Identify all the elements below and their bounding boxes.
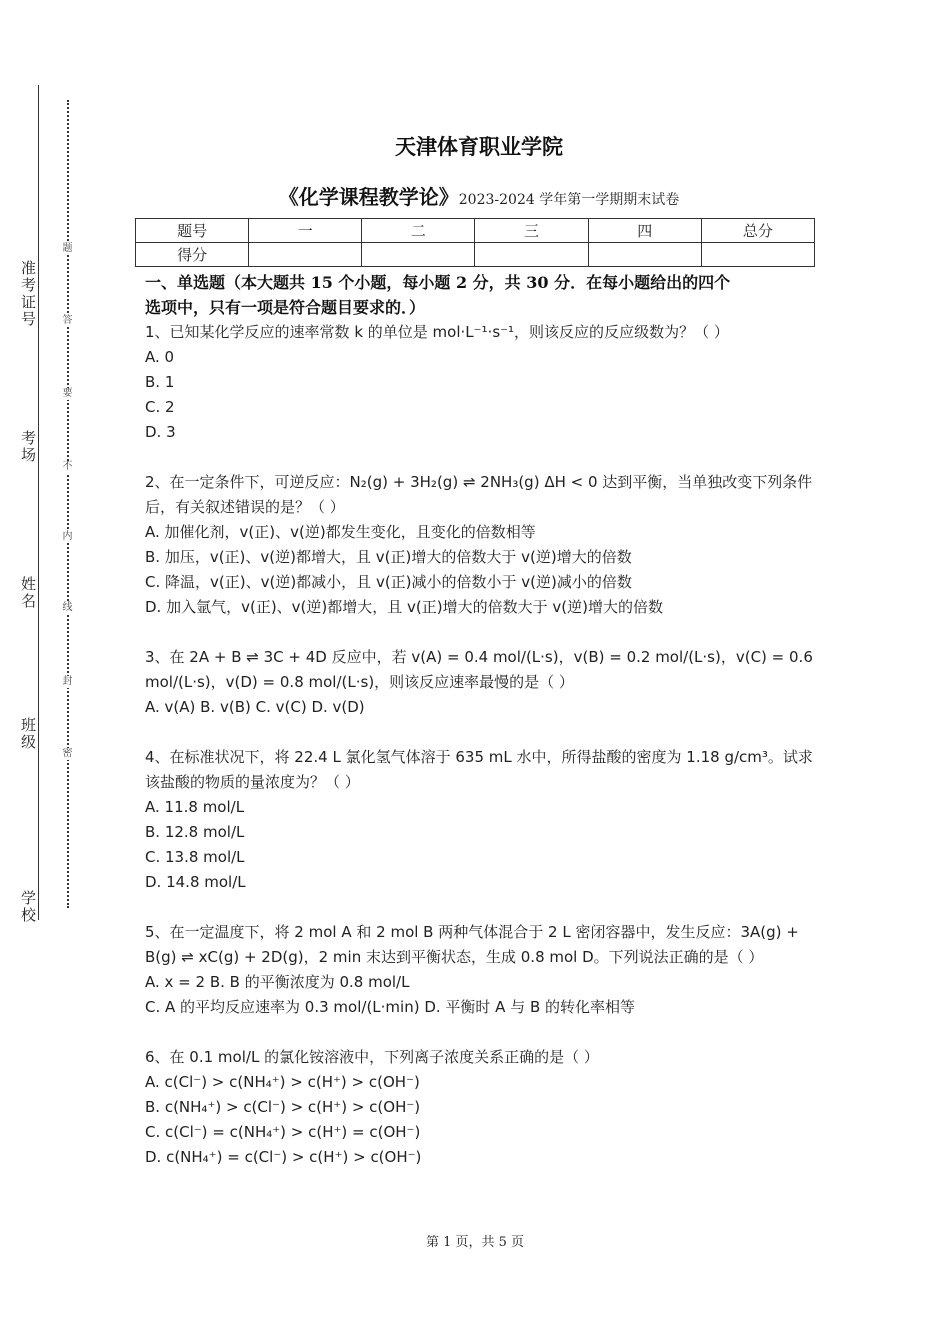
option: C. 降温，v(正)、v(逆)都减小，且 v(正)减小的倍数小于 v(逆)减小的倍数 (145, 573, 632, 591)
option: A. 加催化剂，v(正)、v(逆)都发生变化，且变化的倍数相等 (145, 523, 536, 541)
question-stem: 2、在一定条件下，可逆反应：N₂(g) + 3H₂(g) ⇌ 2NH₃(g) ΔH < 0 达到平衡，当单独改变下列条件后，有关叙述错误的是？（ ） (145, 473, 813, 516)
binding-line (38, 85, 39, 920)
option: D. c(NH₄⁺) = c(Cl⁻) > c(H⁺) > c(OH⁻) (145, 1148, 422, 1166)
option: B. c(NH₄⁺) > c(Cl⁻) > c(H⁺) > c(OH⁻) (145, 1098, 421, 1116)
question (145, 920, 815, 1020)
option: A. c(Cl⁻) > c(NH₄⁺) > c(H⁺) > c(OH⁻) (145, 1073, 420, 1091)
page-footer: 第 1 页，共 5 页 (425, 1235, 525, 1250)
option: B. 加压，v(正)、v(逆)都增大，且 v(正)增大的倍数大于 v(逆)增大的倍数 (145, 548, 632, 566)
question-stem: 5、在一定温度下，将 2 mol A 和 2 mol B 两种气体混合于 2 L 密闭容器中，发生反应：3A(g) + B(g) ⇌ xC(g) + 2D(g)，2 min 末达到平衡状态，生成 0.8 mol D。下列说法正确的是（ ） (145, 923, 799, 966)
score-table (135, 218, 815, 267)
score-header-cell: 一 (249, 219, 362, 243)
term-label: 2023-2024 学年第一学期期末试卷 (458, 192, 680, 208)
option: C. c(Cl⁻) = c(NH₄⁺) > c(H⁺) = c(OH⁻) (145, 1123, 421, 1141)
score-header-row (136, 219, 815, 243)
score-header-cell: 四 (588, 219, 701, 243)
seal-char: 要 (59, 388, 76, 400)
school-label: 学校 (20, 889, 36, 924)
option: C. 13.8 mol/L (145, 848, 245, 866)
question-stem: 3、在 2A + B ⇌ 3C + 4D 反应中，若 v(A) = 0.4 mol/(L·s)，v(B) = 0.2 mol/(L·s)，v(C) = 0.6 mol/(L·s)，v(D) = 0.8 mol/(L·s)，则该反应速率最慢的是（ ） (145, 648, 813, 691)
binding-margin (0, 0, 140, 1344)
school-title: 天津体育职业学院 (395, 135, 563, 159)
score-header-cell: 总分 (701, 219, 814, 243)
score-header-cell: 题号 (136, 219, 249, 243)
exam-number-label: 准考证号 (20, 259, 36, 328)
seal-char: 不 (59, 461, 76, 473)
score-value-row (136, 243, 815, 267)
score-header-cell: 三 (475, 219, 588, 243)
option: C. 2 (145, 398, 175, 416)
option: A. 11.8 mol/L (145, 798, 245, 816)
option: A. 0 (145, 348, 175, 366)
option: B. 1 (145, 373, 175, 391)
class-label: 班级 (20, 716, 36, 751)
score-header-cell: 二 (362, 219, 475, 243)
course-title: 《化学课程教学论》 (278, 185, 459, 209)
name-label: 姓名 (20, 575, 36, 610)
seal-char: 题 (59, 243, 76, 255)
option: D. 14.8 mol/L (145, 873, 246, 891)
option: D. 加入氩气，v(正)、v(逆)都增大，且 v(正)增大的倍数大于 v(逆)增大的倍数 (145, 598, 663, 616)
score-row-label: 得分 (136, 243, 249, 267)
option: D. 3 (145, 423, 176, 441)
score-cell (701, 243, 814, 267)
question (145, 320, 815, 445)
seal-char: 封 (59, 676, 76, 688)
question (145, 745, 815, 895)
exam-room-label: 考场 (20, 429, 36, 464)
seal-char: 线 (59, 602, 76, 614)
section-heading (145, 270, 815, 320)
question (145, 645, 815, 720)
option: C. A 的平均反应速率为 0.3 mol/(L·min) D. 平衡时 A 与 B 的转化率相等 (145, 998, 636, 1016)
question-stem: 4、在标准状况下，将 22.4 L 氯化氢气体溶于 635 mL 水中，所得盐酸的密度为 1.18 g/cm³。试求该盐酸的物质的量浓度为？（ ） (145, 748, 813, 791)
score-cell (362, 243, 475, 267)
question-stem: 1、已知某化学反应的速率常数 k 的单位是 mol·L⁻¹·s⁻¹，则该反应的反应级数为？（ ） (145, 323, 729, 341)
question (145, 1045, 815, 1170)
question-list (145, 320, 815, 1195)
option: B. 12.8 mol/L (145, 823, 245, 841)
seal-char: 答 (59, 315, 76, 327)
seal-dotted-line (67, 100, 69, 908)
question-stem: 6、在 0.1 mol/L 的氯化铵溶液中，下列离子浓度关系正确的是（ ） (145, 1048, 599, 1066)
exam-subtitle (143, 181, 815, 210)
option: A. v(A) B. v(B) C. v(C) D. v(D) (145, 698, 365, 716)
section-heading-line: 一、单选题（本大题共 15 个小题，每小题 2 分，共 30 分．在每小题给出的四个 (145, 273, 731, 292)
section-heading-line: 选项中，只有一项是符合题目要求的．） (145, 298, 426, 317)
seal-char: 内 (59, 531, 76, 543)
option: A. x = 2 B. B 的平衡浓度为 0.8 mol/L (145, 973, 410, 991)
seal-char: 密 (59, 748, 76, 760)
score-cell (475, 243, 588, 267)
score-cell (588, 243, 701, 267)
score-cell (249, 243, 362, 267)
question (145, 470, 815, 620)
